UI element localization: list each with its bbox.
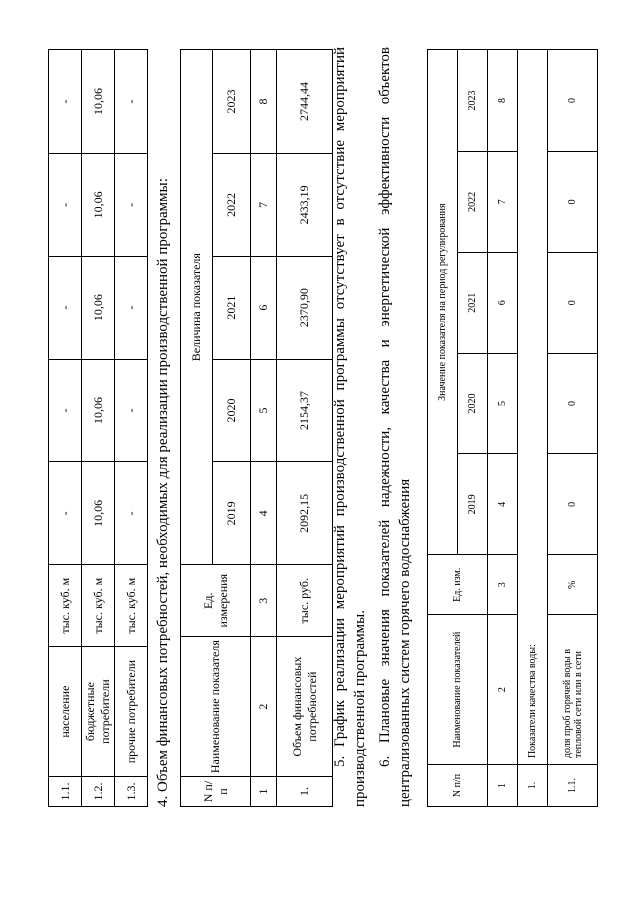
- header-row: N п/п Наименование показателей Ед. изм. Значение показателя на период регулирования: [428, 50, 458, 807]
- table-row: 1.1. доля проб горячей воды в тепловой сети или в сети % 0 0 0 0 0: [548, 50, 598, 807]
- index-row: 1 2 3 4 5 6 7 8: [251, 50, 277, 807]
- section-6-text: 6. Плановые значения показателей надежности, качества и энергетической эффективности объектов централизованных систем горячего водоснабжения: [377, 47, 413, 807]
- quality-indicators-table: [427, 49, 598, 807]
- years-row: 2019 2020 2021 2022 2023: [458, 50, 488, 807]
- financial-needs-table: [180, 49, 333, 807]
- consumption-table: [48, 49, 148, 807]
- header-row: N п/п Наименование показателя Ед. измерения Величина показателя: [181, 50, 213, 807]
- index-row: 1 2 3 4 5 6 7 8: [488, 50, 518, 807]
- section-4-heading: 4. Объем финансовых потребностей, необходимых для реализации производственной программы:: [155, 178, 171, 807]
- table-row: 1.3. прочие потребители тыс. куб. м - - - - -: [115, 50, 148, 807]
- table-row: 1. Объем финансовых потребностей тыс. руб. 2092,15 2154,37 2370,90 2433,19 2744,44: [277, 50, 333, 807]
- table-row: 1.1. население тыс. куб. м - - - - -: [49, 50, 82, 807]
- table-row: 1.2. бюджетные потребители тыс. куб. м 10,06 10,06 10,06 10,06 10,06: [82, 50, 115, 807]
- years-row: 2019 2020 2021 2022 2023: [213, 50, 251, 807]
- section-row: 1. Показатели качества воды:: [518, 50, 548, 807]
- section-5-text: 5. График реализации мероприятий производственной программы отсутствует в отсутствие мероприятий производственной программы.: [332, 47, 368, 807]
